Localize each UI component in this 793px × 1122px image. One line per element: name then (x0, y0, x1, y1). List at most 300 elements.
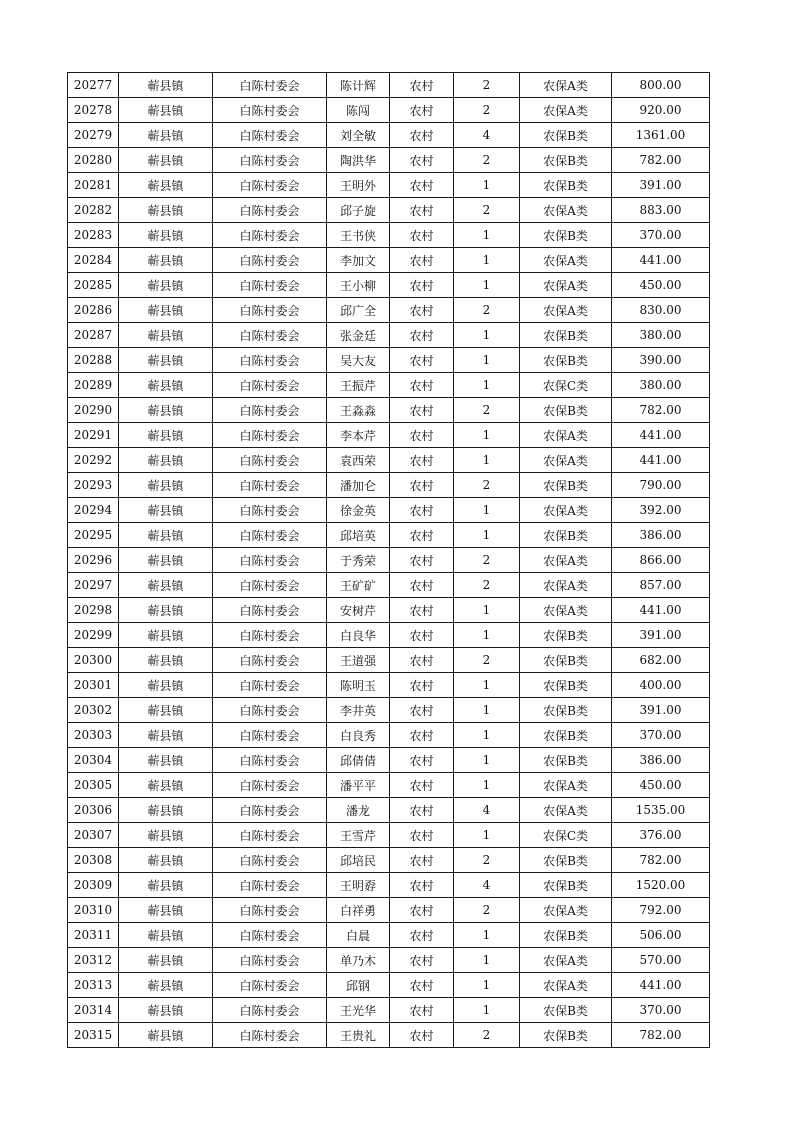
amount-cell: 506.00 (612, 923, 710, 948)
village-committee-cell: 白陈村委会 (213, 423, 327, 448)
village-committee-cell: 白陈村委会 (213, 148, 327, 173)
name-cell: 刘全敏 (327, 123, 390, 148)
village-committee-cell: 白陈村委会 (213, 98, 327, 123)
insurance-class-cell: 农保A类 (520, 798, 612, 823)
insurance-class-cell: 农保B类 (520, 173, 612, 198)
insurance-class-cell: 农保B类 (520, 873, 612, 898)
village-committee-cell: 白陈村委会 (213, 573, 327, 598)
table-row (68, 748, 710, 773)
insurance-class-cell: 农保A类 (520, 898, 612, 923)
area-type-cell: 农村 (390, 498, 454, 523)
area-type-cell: 农村 (390, 273, 454, 298)
table-row (68, 173, 710, 198)
row-number-cell: 20312 (68, 948, 119, 973)
name-cell: 王道强 (327, 648, 390, 673)
name-cell: 王小柳 (327, 273, 390, 298)
name-cell: 张金廷 (327, 323, 390, 348)
insurance-class-cell: 农保B类 (520, 723, 612, 748)
area-type-cell: 农村 (390, 673, 454, 698)
household-count-cell: 2 (454, 198, 520, 223)
amount-cell: 830.00 (612, 298, 710, 323)
village-committee-cell: 白陈村委会 (213, 1023, 327, 1048)
table-row (68, 848, 710, 873)
name-cell: 潘加仑 (327, 473, 390, 498)
insurance-class-cell: 农保B类 (520, 1023, 612, 1048)
amount-cell: 792.00 (612, 898, 710, 923)
town-cell: 蕲县镇 (119, 973, 213, 998)
village-committee-cell: 白陈村委会 (213, 623, 327, 648)
name-cell: 陈明玉 (327, 673, 390, 698)
household-count-cell: 2 (454, 73, 520, 98)
name-cell: 安树芹 (327, 598, 390, 623)
amount-cell: 380.00 (612, 373, 710, 398)
table-row (68, 423, 710, 448)
town-cell: 蕲县镇 (119, 373, 213, 398)
name-cell: 王淼淼 (327, 398, 390, 423)
area-type-cell: 农村 (390, 298, 454, 323)
name-cell: 邱培英 (327, 523, 390, 548)
household-count-cell: 2 (454, 848, 520, 873)
insurance-class-cell: 农保C类 (520, 823, 612, 848)
area-type-cell: 农村 (390, 123, 454, 148)
village-committee-cell: 白陈村委会 (213, 298, 327, 323)
table-row (68, 523, 710, 548)
insurance-class-cell: 农保B类 (520, 223, 612, 248)
insurance-class-cell: 农保A类 (520, 98, 612, 123)
amount-cell: 391.00 (612, 623, 710, 648)
town-cell: 蕲县镇 (119, 348, 213, 373)
row-number-cell: 20294 (68, 498, 119, 523)
town-cell: 蕲县镇 (119, 523, 213, 548)
household-count-cell: 1 (454, 998, 520, 1023)
row-number-cell: 20299 (68, 623, 119, 648)
amount-cell: 370.00 (612, 998, 710, 1023)
table-row (68, 573, 710, 598)
amount-cell: 386.00 (612, 523, 710, 548)
insurance-class-cell: 农保B类 (520, 623, 612, 648)
row-number-cell: 20284 (68, 248, 119, 273)
area-type-cell: 农村 (390, 848, 454, 873)
row-number-cell: 20305 (68, 773, 119, 798)
village-committee-cell: 白陈村委会 (213, 323, 327, 348)
table-row (68, 973, 710, 998)
town-cell: 蕲县镇 (119, 1023, 213, 1048)
household-count-cell: 2 (454, 398, 520, 423)
table-row (68, 898, 710, 923)
town-cell: 蕲县镇 (119, 823, 213, 848)
area-type-cell: 农村 (390, 873, 454, 898)
name-cell: 吴大友 (327, 348, 390, 373)
area-type-cell: 农村 (390, 148, 454, 173)
household-count-cell: 1 (454, 973, 520, 998)
row-number-cell: 20311 (68, 923, 119, 948)
insurance-class-cell: 农保B类 (520, 698, 612, 723)
area-type-cell: 农村 (390, 748, 454, 773)
insurance-class-cell: 农保A类 (520, 573, 612, 598)
household-count-cell: 2 (454, 298, 520, 323)
table-row (68, 323, 710, 348)
name-cell: 王明孬 (327, 873, 390, 898)
row-number-cell: 20310 (68, 898, 119, 923)
household-count-cell: 1 (454, 523, 520, 548)
household-count-cell: 1 (454, 348, 520, 373)
household-count-cell: 2 (454, 548, 520, 573)
household-count-cell: 2 (454, 898, 520, 923)
town-cell: 蕲县镇 (119, 73, 213, 98)
amount-cell: 392.00 (612, 498, 710, 523)
household-count-cell: 1 (454, 673, 520, 698)
amount-cell: 1535.00 (612, 798, 710, 823)
row-number-cell: 20280 (68, 148, 119, 173)
table-row (68, 273, 710, 298)
name-cell: 白良华 (327, 623, 390, 648)
name-cell: 王明外 (327, 173, 390, 198)
town-cell: 蕲县镇 (119, 298, 213, 323)
insurance-class-cell: 农保B类 (520, 523, 612, 548)
name-cell: 邱广全 (327, 298, 390, 323)
amount-cell: 391.00 (612, 173, 710, 198)
village-committee-cell: 白陈村委会 (213, 923, 327, 948)
village-committee-cell: 白陈村委会 (213, 798, 327, 823)
village-committee-cell: 白陈村委会 (213, 398, 327, 423)
household-count-cell: 2 (454, 648, 520, 673)
amount-cell: 370.00 (612, 223, 710, 248)
table-row (68, 198, 710, 223)
name-cell: 陈闯 (327, 98, 390, 123)
village-committee-cell: 白陈村委会 (213, 73, 327, 98)
town-cell: 蕲县镇 (119, 673, 213, 698)
village-committee-cell: 白陈村委会 (213, 173, 327, 198)
amount-cell: 920.00 (612, 98, 710, 123)
village-committee-cell: 白陈村委会 (213, 348, 327, 373)
insurance-class-cell: 农保B类 (520, 123, 612, 148)
row-number-cell: 20300 (68, 648, 119, 673)
insurance-class-cell: 农保A类 (520, 448, 612, 473)
village-committee-cell: 白陈村委会 (213, 248, 327, 273)
insurance-class-cell: 农保A类 (520, 298, 612, 323)
town-cell: 蕲县镇 (119, 98, 213, 123)
amount-cell: 450.00 (612, 273, 710, 298)
row-number-cell: 20298 (68, 598, 119, 623)
town-cell: 蕲县镇 (119, 148, 213, 173)
town-cell: 蕲县镇 (119, 498, 213, 523)
town-cell: 蕲县镇 (119, 873, 213, 898)
insurance-class-cell: 农保B类 (520, 473, 612, 498)
village-committee-cell: 白陈村委会 (213, 698, 327, 723)
table-row (68, 948, 710, 973)
household-count-cell: 1 (454, 423, 520, 448)
area-type-cell: 农村 (390, 623, 454, 648)
name-cell: 潘龙 (327, 798, 390, 823)
table-row (68, 223, 710, 248)
row-number-cell: 20308 (68, 848, 119, 873)
household-count-cell: 1 (454, 448, 520, 473)
village-committee-cell: 白陈村委会 (213, 873, 327, 898)
town-cell: 蕲县镇 (119, 398, 213, 423)
table-row (68, 148, 710, 173)
area-type-cell: 农村 (390, 198, 454, 223)
name-cell: 单乃木 (327, 948, 390, 973)
row-number-cell: 20289 (68, 373, 119, 398)
village-committee-cell: 白陈村委会 (213, 448, 327, 473)
row-number-cell: 20309 (68, 873, 119, 898)
insurance-class-cell: 农保B类 (520, 923, 612, 948)
area-type-cell: 农村 (390, 248, 454, 273)
village-committee-cell: 白陈村委会 (213, 473, 327, 498)
insurance-class-cell: 农保A类 (520, 948, 612, 973)
amount-cell: 370.00 (612, 723, 710, 748)
insurance-class-cell: 农保B类 (520, 323, 612, 348)
insurance-class-cell: 农保A类 (520, 273, 612, 298)
name-cell: 王贵礼 (327, 1023, 390, 1048)
town-cell: 蕲县镇 (119, 123, 213, 148)
town-cell: 蕲县镇 (119, 848, 213, 873)
village-committee-cell: 白陈村委会 (213, 723, 327, 748)
household-count-cell: 4 (454, 873, 520, 898)
area-type-cell: 农村 (390, 98, 454, 123)
household-count-cell: 4 (454, 123, 520, 148)
row-number-cell: 20301 (68, 673, 119, 698)
village-committee-cell: 白陈村委会 (213, 273, 327, 298)
table-row (68, 823, 710, 848)
row-number-cell: 20304 (68, 748, 119, 773)
amount-cell: 782.00 (612, 148, 710, 173)
area-type-cell: 农村 (390, 723, 454, 748)
name-cell: 王矿矿 (327, 573, 390, 598)
row-number-cell: 20314 (68, 998, 119, 1023)
amount-cell: 450.00 (612, 773, 710, 798)
village-committee-cell: 白陈村委会 (213, 973, 327, 998)
area-type-cell: 农村 (390, 773, 454, 798)
area-type-cell: 农村 (390, 573, 454, 598)
town-cell: 蕲县镇 (119, 698, 213, 723)
village-committee-cell: 白陈村委会 (213, 898, 327, 923)
row-number-cell: 20297 (68, 573, 119, 598)
insurance-class-cell: 农保B类 (520, 648, 612, 673)
table-row (68, 73, 710, 98)
village-committee-cell: 白陈村委会 (213, 998, 327, 1023)
insurance-class-cell: 农保B类 (520, 998, 612, 1023)
row-number-cell: 20315 (68, 1023, 119, 1048)
row-number-cell: 20290 (68, 398, 119, 423)
town-cell: 蕲县镇 (119, 173, 213, 198)
town-cell: 蕲县镇 (119, 448, 213, 473)
amount-cell: 391.00 (612, 698, 710, 723)
household-count-cell: 1 (454, 373, 520, 398)
row-number-cell: 20307 (68, 823, 119, 848)
records-table-container (67, 72, 710, 1048)
town-cell: 蕲县镇 (119, 723, 213, 748)
insurance-class-cell: 农保B类 (520, 148, 612, 173)
table-row (68, 123, 710, 148)
insurance-class-cell: 农保B类 (520, 348, 612, 373)
village-committee-cell: 白陈村委会 (213, 198, 327, 223)
insurance-class-cell: 农保B类 (520, 848, 612, 873)
row-number-cell: 20313 (68, 973, 119, 998)
household-count-cell: 1 (454, 323, 520, 348)
table-row (68, 548, 710, 573)
village-committee-cell: 白陈村委会 (213, 223, 327, 248)
name-cell: 邱倩倩 (327, 748, 390, 773)
name-cell: 潘平平 (327, 773, 390, 798)
amount-cell: 883.00 (612, 198, 710, 223)
table-row (68, 698, 710, 723)
area-type-cell: 农村 (390, 373, 454, 398)
row-number-cell: 20296 (68, 548, 119, 573)
amount-cell: 866.00 (612, 548, 710, 573)
household-count-cell: 1 (454, 723, 520, 748)
town-cell: 蕲县镇 (119, 748, 213, 773)
household-count-cell: 1 (454, 248, 520, 273)
town-cell: 蕲县镇 (119, 423, 213, 448)
table-row (68, 398, 710, 423)
amount-cell: 800.00 (612, 73, 710, 98)
row-number-cell: 20277 (68, 73, 119, 98)
amount-cell: 390.00 (612, 348, 710, 373)
insurance-class-cell: 农保A类 (520, 598, 612, 623)
amount-cell: 782.00 (612, 398, 710, 423)
table-row (68, 773, 710, 798)
area-type-cell: 农村 (390, 398, 454, 423)
row-number-cell: 20283 (68, 223, 119, 248)
amount-cell: 400.00 (612, 673, 710, 698)
area-type-cell: 农村 (390, 323, 454, 348)
village-committee-cell: 白陈村委会 (213, 823, 327, 848)
area-type-cell: 农村 (390, 348, 454, 373)
town-cell: 蕲县镇 (119, 773, 213, 798)
amount-cell: 441.00 (612, 598, 710, 623)
name-cell: 王雪芹 (327, 823, 390, 848)
household-count-cell: 1 (454, 823, 520, 848)
row-number-cell: 20306 (68, 798, 119, 823)
town-cell: 蕲县镇 (119, 623, 213, 648)
town-cell: 蕲县镇 (119, 923, 213, 948)
insurance-class-cell: 农保A类 (520, 73, 612, 98)
row-number-cell: 20281 (68, 173, 119, 198)
village-committee-cell: 白陈村委会 (213, 773, 327, 798)
row-number-cell: 20291 (68, 423, 119, 448)
household-count-cell: 2 (454, 1023, 520, 1048)
household-count-cell: 1 (454, 623, 520, 648)
name-cell: 王书侠 (327, 223, 390, 248)
name-cell: 邱子旋 (327, 198, 390, 223)
town-cell: 蕲县镇 (119, 323, 213, 348)
insurance-class-cell: 农保A类 (520, 498, 612, 523)
town-cell: 蕲县镇 (119, 798, 213, 823)
household-count-cell: 1 (454, 748, 520, 773)
area-type-cell: 农村 (390, 523, 454, 548)
amount-cell: 441.00 (612, 448, 710, 473)
town-cell: 蕲县镇 (119, 223, 213, 248)
table-row (68, 248, 710, 273)
insurance-class-cell: 农保A类 (520, 773, 612, 798)
amount-cell: 682.00 (612, 648, 710, 673)
area-type-cell: 农村 (390, 223, 454, 248)
town-cell: 蕲县镇 (119, 948, 213, 973)
name-cell: 李加文 (327, 248, 390, 273)
insurance-class-cell: 农保A类 (520, 248, 612, 273)
household-count-cell: 1 (454, 273, 520, 298)
area-type-cell: 农村 (390, 598, 454, 623)
town-cell: 蕲县镇 (119, 198, 213, 223)
village-committee-cell: 白陈村委会 (213, 748, 327, 773)
town-cell: 蕲县镇 (119, 273, 213, 298)
household-count-cell: 1 (454, 498, 520, 523)
amount-cell: 380.00 (612, 323, 710, 348)
insurance-class-cell: 农保A类 (520, 198, 612, 223)
area-type-cell: 农村 (390, 448, 454, 473)
name-cell: 王光华 (327, 998, 390, 1023)
household-count-cell: 2 (454, 573, 520, 598)
area-type-cell: 农村 (390, 798, 454, 823)
insurance-class-cell: 农保C类 (520, 373, 612, 398)
table-row (68, 623, 710, 648)
table-row (68, 498, 710, 523)
table-row (68, 873, 710, 898)
name-cell: 白晨 (327, 923, 390, 948)
household-count-cell: 1 (454, 698, 520, 723)
name-cell: 白良秀 (327, 723, 390, 748)
insurance-class-cell: 农保A类 (520, 423, 612, 448)
household-count-cell: 1 (454, 948, 520, 973)
name-cell: 邱钢 (327, 973, 390, 998)
village-committee-cell: 白陈村委会 (213, 598, 327, 623)
amount-cell: 1361.00 (612, 123, 710, 148)
row-number-cell: 20286 (68, 298, 119, 323)
name-cell: 邱培民 (327, 848, 390, 873)
table-row (68, 448, 710, 473)
name-cell: 陈计辉 (327, 73, 390, 98)
area-type-cell: 农村 (390, 473, 454, 498)
amount-cell: 782.00 (612, 1023, 710, 1048)
row-number-cell: 20302 (68, 698, 119, 723)
area-type-cell: 农村 (390, 73, 454, 98)
area-type-cell: 农村 (390, 948, 454, 973)
table-row (68, 673, 710, 698)
village-committee-cell: 白陈村委会 (213, 373, 327, 398)
household-count-cell: 2 (454, 148, 520, 173)
name-cell: 李井英 (327, 698, 390, 723)
insurance-class-cell: 农保A类 (520, 973, 612, 998)
amount-cell: 1520.00 (612, 873, 710, 898)
insurance-class-cell: 农保B类 (520, 748, 612, 773)
household-count-cell: 1 (454, 173, 520, 198)
village-committee-cell: 白陈村委会 (213, 948, 327, 973)
area-type-cell: 农村 (390, 998, 454, 1023)
area-type-cell: 农村 (390, 923, 454, 948)
name-cell: 徐金英 (327, 498, 390, 523)
name-cell: 陶洪华 (327, 148, 390, 173)
row-number-cell: 20303 (68, 723, 119, 748)
table-row (68, 723, 710, 748)
amount-cell: 790.00 (612, 473, 710, 498)
town-cell: 蕲县镇 (119, 248, 213, 273)
name-cell: 袁西荣 (327, 448, 390, 473)
village-committee-cell: 白陈村委会 (213, 648, 327, 673)
table-row (68, 473, 710, 498)
village-committee-cell: 白陈村委会 (213, 498, 327, 523)
table-row (68, 998, 710, 1023)
table-row (68, 348, 710, 373)
row-number-cell: 20288 (68, 348, 119, 373)
area-type-cell: 农村 (390, 548, 454, 573)
area-type-cell: 农村 (390, 823, 454, 848)
amount-cell: 782.00 (612, 848, 710, 873)
amount-cell: 441.00 (612, 248, 710, 273)
row-number-cell: 20292 (68, 448, 119, 473)
area-type-cell: 农村 (390, 973, 454, 998)
household-count-cell: 1 (454, 598, 520, 623)
